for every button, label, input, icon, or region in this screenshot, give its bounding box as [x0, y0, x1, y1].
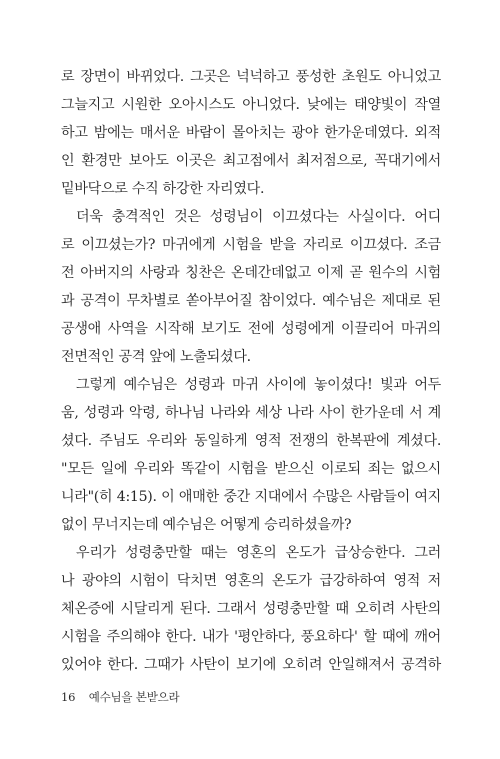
text-line: 공생애 사역을 시작해 보기도 전에 성령에게 이끌리어 마귀의 [61, 321, 441, 337]
text-line: 움, 성령과 악령, 하나님 나라와 세상 나라 사이 한가운데 서 계 [61, 405, 441, 421]
text-line: 더욱 충격적인 것은 성령님이 이끄셨다는 사실이다. 어디 [76, 209, 441, 225]
text-line: 밑바닥으로 수직 하강한 자리였다. [61, 181, 265, 197]
page-footer [61, 689, 179, 705]
text-line: 우리가 성령충만할 때는 영혼의 온도가 급상승한다. 그러 [76, 545, 441, 561]
text-line: 없이 무너지는데 예수님은 어떻게 승리하셨을까? [61, 517, 352, 533]
paragraph [61, 539, 441, 679]
text-line: 체온증에 시달리게 된다. 그래서 성령충만할 때 오히려 사탄의 [61, 601, 441, 617]
paragraph [61, 63, 441, 203]
text-line: 시험을 주의해야 한다. 내가 '평안하다, 풍요하다' 할 때에 깨어 [61, 629, 441, 645]
text-line: 전면적인 공격 앞에 노출되셨다. [61, 349, 251, 365]
text-line: 로 장면이 바뀌었다. 그곳은 넉넉하고 풍성한 초원도 아니었고 [61, 69, 441, 85]
text-line: 있어야 한다. 그때가 사탄이 보기에 오히려 안일해져서 공격하 [61, 657, 441, 673]
body-text [61, 63, 441, 679]
paragraph [61, 371, 441, 539]
text-line: 로 이끄셨는가? 마귀에게 시험을 받을 자리로 이끄셨다. 조금 [61, 237, 441, 253]
text-line: 과 공격이 무차별로 쏟아부어질 참이었다. 예수님은 제대로 된 [61, 293, 441, 309]
text-line: 하고 밤에는 매서운 바람이 몰아치는 광야 한가운데였다. 외적 [61, 125, 441, 141]
text-line: 그늘지고 시원한 오아시스도 아니었다. 낮에는 태양빛이 작열 [61, 97, 441, 113]
running-title: 예수님을 본받으라 [88, 690, 180, 704]
paragraph [61, 203, 441, 371]
text-line: 전 아버지의 사랑과 칭찬은 온데간데없고 이제 곧 원수의 시험 [61, 265, 441, 281]
text-line: "모든 일에 우리와 똑같이 시험을 받으신 이로되 죄는 없으시 [61, 461, 441, 477]
text-line: 셨다. 주님도 우리와 동일하게 영적 전쟁의 한복판에 계셨다. [61, 433, 441, 449]
text-line: 인 환경만 보아도 이곳은 최고점에서 최저점으로, 꼭대기에서 [61, 153, 441, 169]
text-line: 나 광야의 시험이 닥치면 영혼의 온도가 급강하하여 영적 저 [61, 573, 441, 589]
page-number: 16 [61, 690, 76, 704]
text-line: 그렇게 예수님은 성령과 마귀 사이에 놓이셨다! 빛과 어두 [76, 377, 441, 393]
text-line: 니라"(히 4:15). 이 애매한 중간 지대에서 수많은 사람들이 여지 [61, 489, 441, 505]
